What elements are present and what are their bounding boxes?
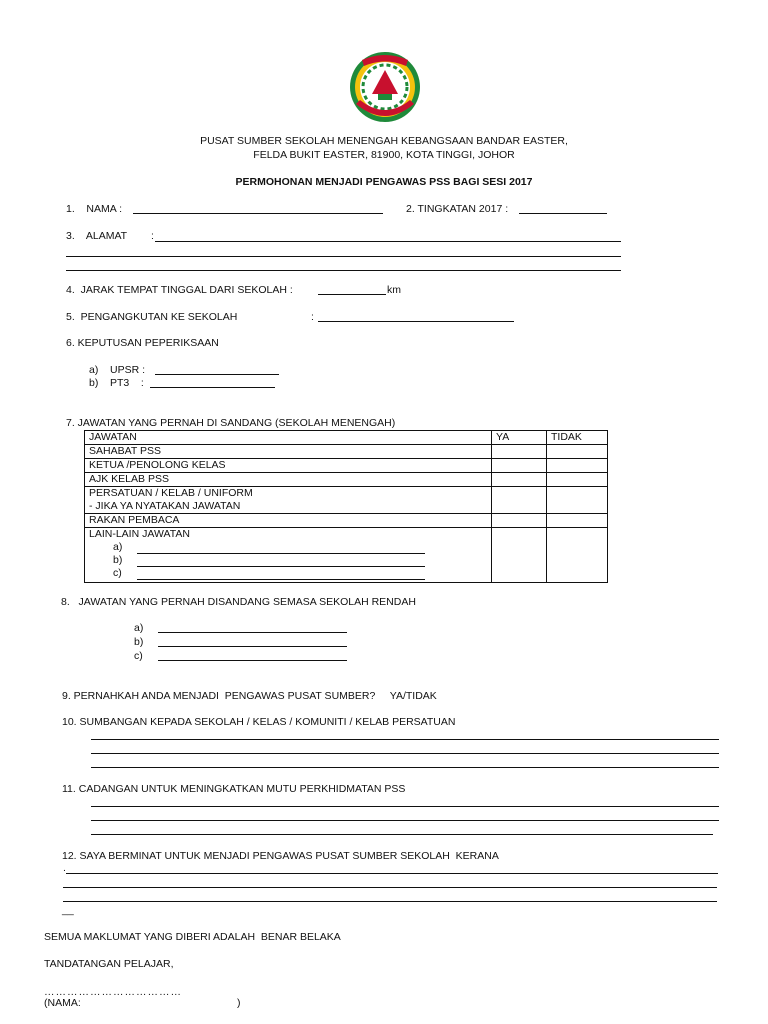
name-input-line[interactable] (133, 213, 383, 214)
q12-dash: __ (62, 904, 74, 916)
q12-dot: . (63, 862, 66, 874)
ya-cell[interactable] (492, 459, 547, 473)
alamat-input-line-1[interactable] (155, 241, 621, 242)
q12-input-line-2[interactable] (63, 887, 717, 888)
persatuan-line1: PERSATUAN / KELAB / UNIFORM (89, 487, 253, 499)
row-label: RAKAN PEMBACA (85, 514, 492, 528)
tidak-cell[interactable] (547, 459, 608, 473)
school-name-line1: PUSAT SUMBER SEKOLAH MENENGAH KEBANGSAAN BANDAR EASTER, (200, 135, 568, 147)
upsr-input-line[interactable] (155, 374, 279, 375)
school-address-line2: FELDA BUKIT EASTER, 81900, KOTA TINGGI, JOHOR (253, 149, 515, 161)
q8c-label: c) (134, 650, 143, 662)
pt3-input-line[interactable] (150, 387, 275, 388)
signature-label: TANDATANGAN PELAJAR, (44, 958, 174, 970)
lain-sub-a (89, 541, 487, 554)
q12-input-line-3[interactable] (63, 901, 717, 902)
jarak-input-line[interactable] (318, 294, 386, 295)
q8b-input-line[interactable] (158, 646, 347, 647)
row-label-persatuan (85, 487, 492, 514)
ya-cell[interactable] (492, 445, 547, 459)
tingkatan-input-line[interactable] (519, 213, 607, 214)
q8a-label: a) (134, 622, 144, 634)
tidak-cell[interactable] (547, 473, 608, 487)
form-title: PERMOHONAN MENJADI PENGAWAS PSS BAGI SESI 2017 (235, 176, 533, 188)
pengangkutan-input-line[interactable] (318, 321, 514, 322)
table-row (85, 445, 608, 459)
signature-dots[interactable]: ……………………………… (44, 986, 182, 998)
header-ya: YA (492, 431, 547, 445)
ya-cell[interactable] (492, 528, 547, 583)
q10-label: 10. SUMBANGAN KEPADA SEKOLAH / KELAS / KOMUNITI / KELAB PERSATUAN (62, 716, 456, 728)
lain-input-line[interactable] (137, 557, 425, 567)
tidak-cell[interactable] (547, 528, 608, 583)
row-label-lain (85, 528, 492, 583)
persatuan-line2: - JIKA YA NYATAKAN JAWATAN (89, 500, 241, 512)
q8b-label: b) (134, 636, 144, 648)
ya-cell[interactable] (492, 514, 547, 528)
sub-label: b) (113, 554, 123, 566)
q3-label: 3. ALAMAT (66, 230, 128, 242)
q7-label: 7. JAWATAN YANG PERNAH DI SANDANG (SEKOLAH MENENGAH) (66, 417, 396, 429)
table-row (85, 487, 608, 514)
table-row (85, 473, 608, 487)
lain-sub-c (89, 567, 487, 580)
jawatan-table (84, 430, 608, 583)
ya-cell[interactable] (492, 487, 547, 514)
alamat-input-line-3[interactable] (66, 270, 621, 271)
lain-input-line[interactable] (137, 544, 425, 554)
row-label: AJK KELAB PSS (85, 473, 492, 487)
q11-label: 11. CADANGAN UNTUK MENINGKATKAN MUTU PERKHIDMATAN PSS (62, 783, 406, 795)
q10-input-line-1[interactable] (91, 739, 719, 740)
table-row (85, 514, 608, 528)
header-jawatan: JAWATAN (85, 431, 492, 445)
lain-input-line[interactable] (137, 570, 425, 580)
name-close: ) (237, 997, 241, 1009)
row-label: SAHABAT PSS (85, 445, 492, 459)
header-tidak: TIDAK (547, 431, 608, 445)
table-header-row (85, 431, 608, 445)
q6-label: 6. KEPUTUSAN PEPERIKSAAN (66, 337, 219, 349)
lain-label: LAIN-LAIN JAWATAN (89, 528, 190, 540)
q8-label: 8. JAWATAN YANG PERNAH DISANDANG SEMASA SEKOLAH RENDAH (61, 596, 416, 608)
q11-input-line-3[interactable] (91, 834, 713, 835)
q2-label: 2. TINGKATAN 2017 : (406, 203, 509, 215)
sub-label: c) (113, 567, 122, 579)
name-open: (NAMA: (44, 997, 81, 1009)
q1-label: 1. NAMA : (66, 203, 123, 215)
q8a-input-line[interactable] (158, 632, 347, 633)
q11-input-line-1[interactable] (91, 806, 719, 807)
q8c-input-line[interactable] (158, 660, 347, 661)
q9-label: 9. PERNAHKAH ANDA MENJADI PENGAWAS PUSAT SUMBER? YA/TIDAK (62, 690, 437, 702)
tidak-cell[interactable] (547, 487, 608, 514)
tidak-cell[interactable] (547, 514, 608, 528)
q10-input-line-3[interactable] (91, 767, 719, 768)
lain-sub-b (89, 554, 487, 567)
q6a-label: a) UPSR : (89, 364, 146, 376)
q4-label: 4. JARAK TEMPAT TINGGAL DARI SEKOLAH : (66, 284, 293, 296)
q6b-label: b) PT3 : (89, 377, 144, 389)
q5-label: 5. PENGANGKUTAN KE SEKOLAH (66, 311, 238, 323)
q5-colon: : (311, 311, 314, 323)
row-label: KETUA /PENOLONG KELAS (85, 459, 492, 473)
sub-label: a) (113, 541, 123, 553)
q12-label: 12. SAYA BERMINAT UNTUK MENJADI PENGAWAS PUSAT SUMBER SEKOLAH KERANA (62, 850, 499, 862)
q12-input-line-1[interactable] (66, 873, 718, 874)
q3-colon: : (151, 230, 154, 242)
alamat-input-line-2[interactable] (66, 256, 621, 257)
q10-input-line-2[interactable] (91, 753, 719, 754)
q11-input-line-2[interactable] (91, 820, 719, 821)
tidak-cell[interactable] (547, 445, 608, 459)
ya-cell[interactable] (492, 473, 547, 487)
table-row (85, 528, 608, 583)
table-row (85, 459, 608, 473)
q4-unit: km (387, 284, 401, 296)
statement: SEMUA MAKLUMAT YANG DIBERI ADALAH BENAR BELAKA (44, 931, 341, 943)
school-crest-icon (348, 50, 422, 124)
